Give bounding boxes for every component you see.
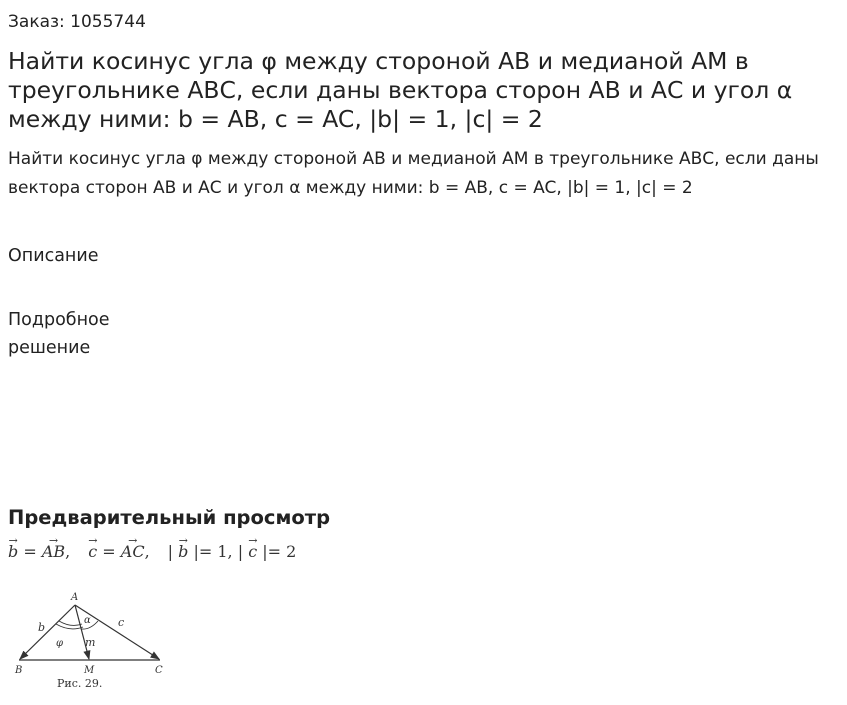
formula-b-abs-value: |= 1, | (188, 542, 249, 561)
vector-b-symbol: → b (8, 538, 18, 566)
formula-bar-open-b: | (167, 542, 179, 561)
formula-sep-2: , (144, 542, 150, 561)
label-vector-b: b (38, 621, 46, 634)
vector-c-symbol: → c (88, 538, 97, 566)
side-ac-vector (75, 605, 159, 659)
vector-c-abs-symbol: → c (248, 538, 257, 566)
vector-ac-symbol: → AC (121, 538, 145, 566)
preview-heading: Предварительный просмотр (8, 506, 331, 529)
formula-c-abs-value: |= 2 (257, 542, 297, 561)
task-description: Найти косинус угла φ между стороной АВ и медианой АМ в треугольнике АВС, если даны вектора сторон АВ и АС и угол α между ними: b = AB, c = AC, |b| = 1, |c| = 2 (8, 149, 819, 198)
solution-label: Подробное решение (8, 310, 110, 358)
vector-b-abs-symbol: → b (178, 538, 188, 566)
formula-eq-2: = (97, 542, 121, 561)
label-angle-alpha: α (84, 615, 91, 626)
description-label: Описание (8, 246, 99, 266)
figure-caption: Рис. 29. (57, 677, 103, 690)
label-point-m: M (84, 665, 95, 676)
vector-ab-symbol: → AB (42, 538, 65, 566)
label-point-a: A (71, 592, 79, 603)
label-point-b: B (15, 665, 23, 676)
angle-phi-arc-inner (59, 621, 82, 625)
label-vector-c: c (118, 616, 125, 629)
label-vector-m: m (85, 636, 96, 649)
order-number: Заказ: 1055744 (8, 12, 146, 32)
task-title: Найти косинус угла φ между стороной АВ и медианой АМ в треугольнике АВС, если даны вектора сторон АВ и АС и угол α между ними: b = AB, c = AC, |b| = 1, |c| = 2 (8, 47, 793, 133)
formula-eq-1: = (18, 542, 42, 561)
triangle-diagram (14, 586, 174, 692)
formula-sep-1: , (65, 542, 71, 561)
side-ab-vector (20, 605, 75, 659)
label-point-c: C (155, 665, 163, 676)
label-angle-phi: φ (56, 638, 64, 649)
triangle-figure (14, 586, 174, 696)
preview-formula (8, 538, 296, 566)
